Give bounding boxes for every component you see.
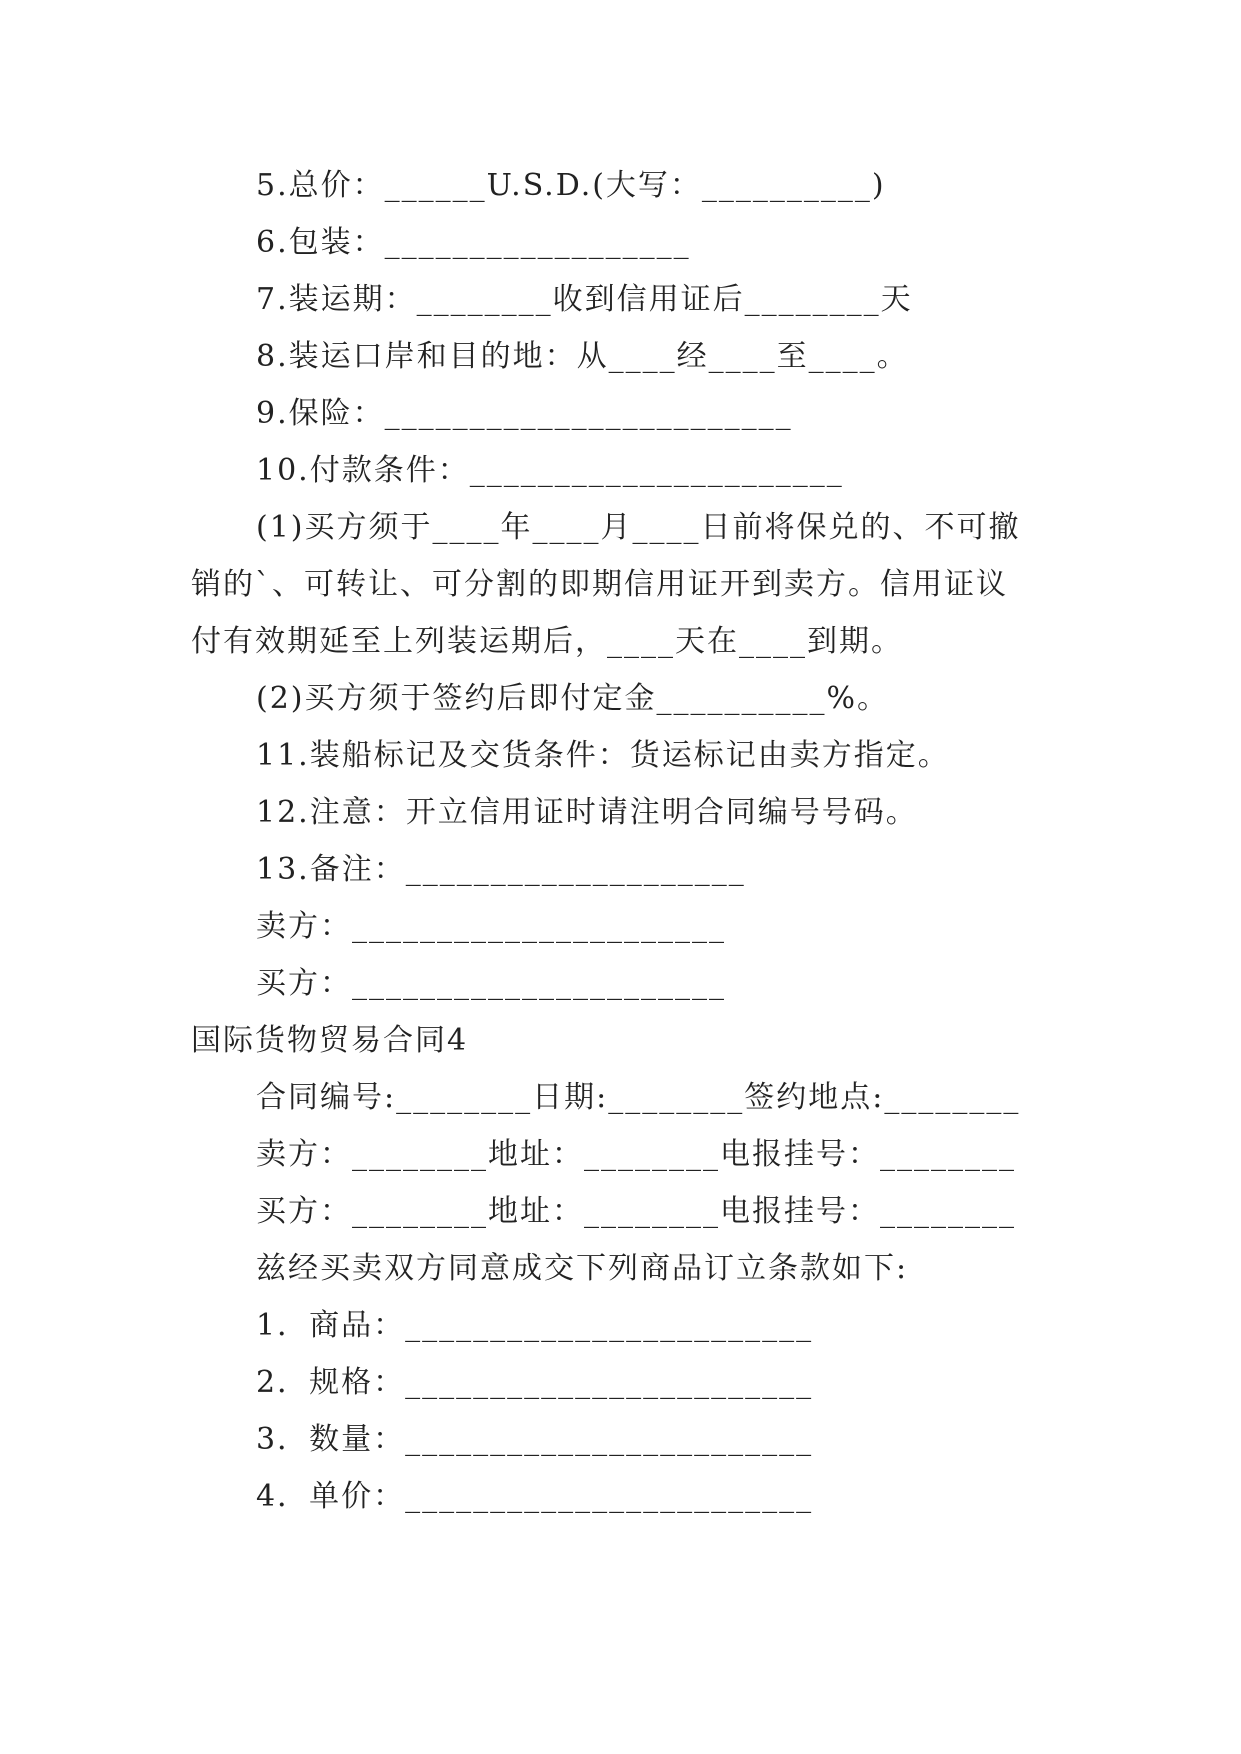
seller-address-cable: 卖方：________地址：________电报挂号：________ (256, 1137, 1016, 1172)
clause-9-insurance: 9.保险：________________________ (256, 396, 793, 431)
clause-12-notice: 12.注意：开立信用证时请注明合同编号号码。 (256, 795, 918, 830)
clause-13-remarks: 13.备注：____________________ (256, 852, 746, 887)
payment-term-2-deposit: (2)买方须于签约后即付定金__________%。 (256, 681, 890, 716)
buyer-signature-line: 买方：______________________ (256, 966, 726, 1001)
clause-7-shipment-period: 7.装运期：________收到信用证后________天 (256, 282, 913, 317)
payment-term-1-line-3: 付有效期延至上列装运期后，____天在____到期。 (191, 624, 903, 659)
buyer-address-cable: 买方：________地址：________电报挂号：________ (256, 1194, 1016, 1229)
contract-number-date-place: 合同编号:________日期:________签约地点:________ (256, 1080, 1021, 1115)
item-4-unit-price: 4．单价：________________________ (256, 1479, 814, 1514)
clause-8-port-destination: 8.装运口岸和目的地：从____经____至____。 (256, 339, 909, 374)
clause-10-payment-terms: 10.付款条件：______________________ (256, 453, 844, 488)
item-1-commodity: 1．商品：________________________ (256, 1308, 814, 1343)
payment-term-1-line-2: 销的`、可转让、可分割的即期信用证开到卖方。信用证议 (191, 567, 1008, 602)
agreement-intro: 兹经买卖双方同意成交下列商品订立条款如下: (256, 1251, 909, 1286)
item-3-quantity: 3．数量：________________________ (256, 1422, 814, 1457)
clause-11-marks-delivery: 11.装船标记及交货条件：货运标记由卖方指定。 (256, 738, 950, 773)
item-2-specification: 2．规格：________________________ (256, 1365, 814, 1400)
clause-6-packing: 6.包装：__________________ (256, 225, 691, 260)
section-title-contract-4: 国际货物贸易合同4 (191, 1023, 469, 1058)
clause-5-total-price: 5.总价：______U.S.D.(大写：__________) (256, 168, 886, 203)
seller-signature-line: 卖方：______________________ (256, 909, 726, 944)
payment-term-1-line-1: (1)买方须于____年____月____日前将保兑的、不可撤 (256, 510, 1021, 545)
